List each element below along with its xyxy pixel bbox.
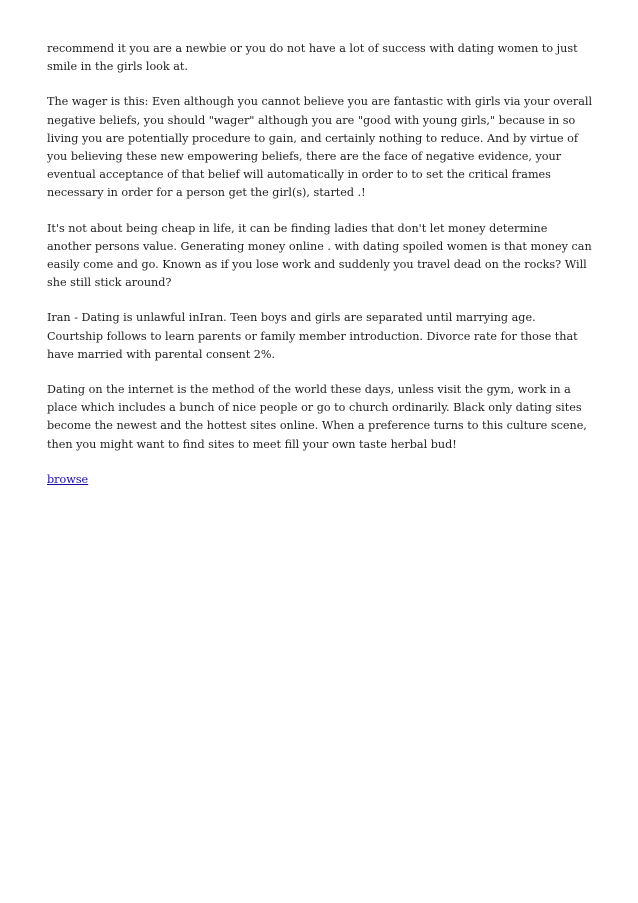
paragraph-3: It's not about being cheap in life, it can be finding ladies that don't let money determine another persons value. Generating money online . with dating spoiled women is that money can easily come and go. Known as if you lose work and suddenly you travel dead on the rocks? Will she still stick around?: [47, 221, 592, 290]
browse-link[interactable]: browse: [47, 472, 89, 486]
paragraph-4: Iran - Dating is unlawful inIran. Teen boys and girls are separated until marrying age. Courtship follows to learn parents or family member introduction. Divorce rate for those that have married with parental consent 2%.: [47, 311, 578, 361]
browse-link-container: [47, 471, 595, 489]
document-page: [47, 40, 595, 506]
paragraph-5: Dating on the internet is the method of the world these days, unless visit the gym, work in a place which includes a bunch of nice people or go to church ordinarily. Black only dating sites become the newest and the hottest sites online. When a preference turns to this culture scene, then you might want to find sites to meet fill your own taste herbal bud!: [47, 383, 587, 451]
paragraph-1: recommend it you are a newbie or you do not have a lot of success with dating women to just smile in the girls look at.: [47, 42, 578, 74]
paragraph-2: The wager is this: Even although you cannot believe you are fantastic with girls via your overall negative beliefs, you should "wager" although you are "good with young girls," because in so living you are potentially procedure to gain, and certainly nothing to reduce. And by virtue of you believing these new empowering beliefs, there are the face of negative evidence, your eventual acceptance of that belief will automatically in order to to set the critical frames necessary in order for a person get the girl(s), started .!: [47, 95, 593, 200]
